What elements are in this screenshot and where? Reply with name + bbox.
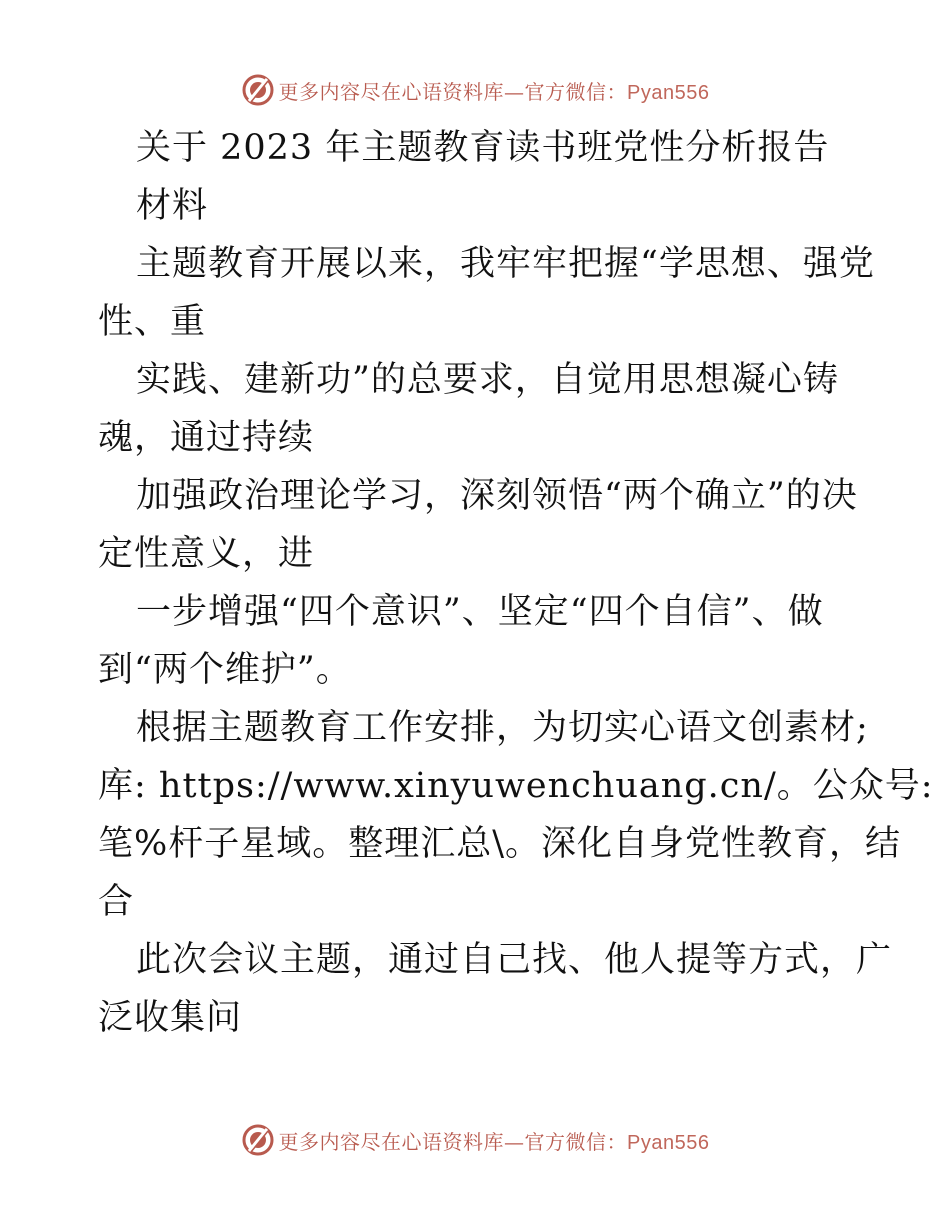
doc-paragraph-line: 此次会议主题，通过自己找、他人提等方式，广 bbox=[136, 940, 893, 980]
header-banner-text: 更多内容尽在心语资料库—官方微信： bbox=[278, 79, 628, 104]
footer-banner bbox=[0, 1120, 950, 1160]
doc-paragraph-line: 到“两个维护”。 bbox=[98, 650, 352, 690]
xinyu-logo-icon bbox=[241, 1123, 275, 1157]
doc-paragraph-line: 笔%杆子星域。整理汇总\。深化自身党性教育，结 bbox=[98, 824, 902, 864]
doc-paragraph-line: 主题教育开展以来，我牢牢把握“学思想、强党 bbox=[136, 244, 875, 284]
doc-paragraph-line: 根据主题教育工作安排，为切实心语文创素材; bbox=[136, 708, 869, 748]
footer-banner-text: 更多内容尽在心语资料库—官方微信： bbox=[278, 1129, 628, 1154]
doc-paragraph-line: 魂，通过持续 bbox=[98, 418, 315, 458]
doc-paragraph-line: 泛收集问 bbox=[98, 998, 243, 1038]
doc-title-line-2: 材料 bbox=[136, 186, 209, 226]
doc-paragraph-line: 库: https://www.xinyuwenchuang.cn/。公众号: bbox=[98, 766, 934, 806]
header-wechat-id: Pyan556 bbox=[627, 81, 710, 104]
doc-paragraph-line: 合 bbox=[98, 882, 135, 922]
doc-paragraph-line: 一步增强“四个意识”、坚定“四个自信”、做 bbox=[136, 592, 824, 632]
doc-paragraph-line: 定性意义，进 bbox=[98, 534, 315, 574]
doc-paragraph-line: 实践、建新功”的总要求，自觉用思想凝心铸 bbox=[136, 360, 839, 400]
footer-wechat-id: Pyan556 bbox=[627, 1131, 710, 1154]
doc-title-line-1: 关于 2023 年主题教育读书班党性分析报告 bbox=[136, 128, 830, 168]
doc-paragraph-line: 性、重 bbox=[98, 302, 207, 342]
doc-paragraph-line: 加强政治理论学习，深刻领悟“两个确立”的决 bbox=[136, 476, 858, 516]
